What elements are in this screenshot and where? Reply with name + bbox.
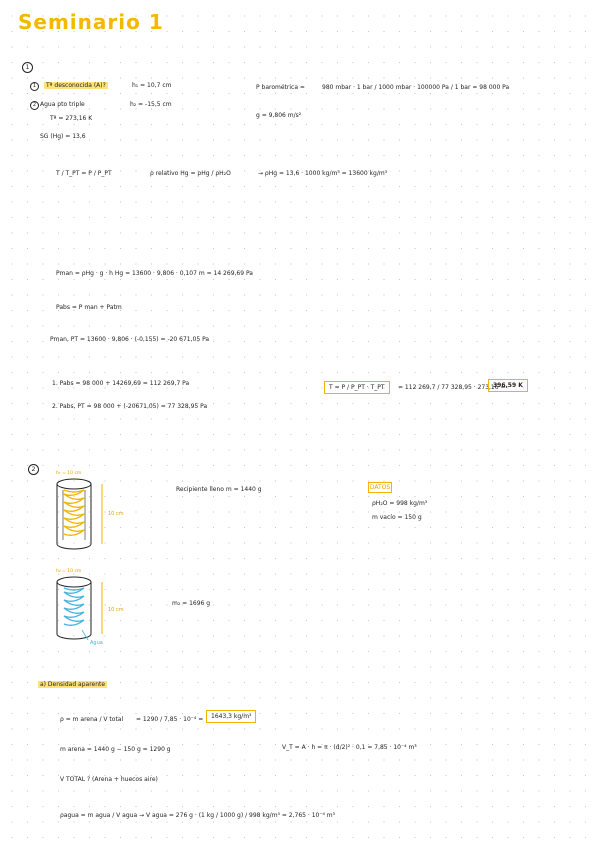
specific-gravity-hg: SG (Hg) = 13,6 xyxy=(40,133,86,140)
figure-1-top-label: h₁ = 10 cm xyxy=(56,471,82,476)
figure-2-top-label: h₂ = 10 cm xyxy=(56,569,82,574)
item-2-number: 2 xyxy=(30,101,39,110)
h2-value: h₂ = -15,5 cm xyxy=(130,101,172,108)
water-label: Agua xyxy=(90,640,103,646)
barometric-pressure-calc: 980 mbar · 1 bar / 1000 mbar · 100000 Pa / 1 bar = 98 000 Pa xyxy=(322,84,510,91)
figure-1-height: 10 cm xyxy=(108,511,124,517)
water-density-data: ρH₂O = 998 kg/m³ xyxy=(372,500,428,507)
water-volume-calc: ρagua = m agua / V agua → V agua = 276 g · (1 kg / 1000 g) / 998 kg/m³ = 2,765 · 10⁻⁴ m³ xyxy=(60,812,336,819)
mercury-density-calc: → ρHg = 13,6 · 1000 kg/m³ = 13600 kg/m³ xyxy=(258,170,388,177)
full-recipient-mass: Recipiente lleno m = 1440 g xyxy=(176,486,262,493)
density-result: 1643,3 kg/m³ xyxy=(206,710,256,723)
section-1-number: 1 xyxy=(22,62,33,73)
page-title: Seminario 1 xyxy=(18,10,164,34)
sand-mass-calc: m arena = 1440 g − 150 g = 1290 g xyxy=(60,746,171,753)
manometric-pressure-triple-point: Pman, PT = 13600 · 9,806 · (-0,155) = -20 671,05 Pa xyxy=(50,336,210,343)
water-triple-point: Agua pto triple xyxy=(40,101,85,108)
unknown-temperature-label: Tª desconocida (A)? xyxy=(46,82,106,89)
mass-with-water: m₂ = 1696 g xyxy=(172,600,211,607)
temperature-formula: T = P / P_PT · T_PT xyxy=(324,381,390,394)
triple-point-temperature: Tª = 273,16 K xyxy=(50,115,93,122)
temperature-pressure-ratio: T / T_PT = P / P_PT xyxy=(56,170,112,177)
barometric-pressure-label: P barométrica = xyxy=(256,84,305,91)
manometric-pressure-calc: Pman = ρHg · g · h Hg = 13600 · 9,806 · 0,107 m = 14 269,69 Pa xyxy=(56,270,253,277)
absolute-pressure-result-2: 2. Pabs, PT = 98 000 + (-20671,05) = 77 328,95 Pa xyxy=(52,403,208,410)
total-volume-question: V TOTAL ? (Arena + huecos aire) xyxy=(60,776,158,783)
total-volume-calc: V_T = A · h = π · (d/2)² · 0,1 = 7,85 · 10⁻⁴ m³ xyxy=(282,744,417,751)
absolute-pressure-def: Pabs = P man + Patm xyxy=(56,304,122,311)
section-2-number: 2 xyxy=(28,464,39,475)
figure-2-height: 10 cm xyxy=(108,607,124,613)
temperature-result: 396,59 K xyxy=(488,379,528,392)
absolute-pressure-result-1: 1. Pabs = 98 000 + 14269,69 = 112 269,7 Pa xyxy=(52,380,190,387)
relative-density-def: ρ relativo Hg = ρHg / ρH₂O xyxy=(150,170,231,177)
data-box-label: DATOS xyxy=(369,484,391,491)
water-cylinder-figure xyxy=(52,574,122,658)
gravity-value: g = 9,806 m/s² xyxy=(256,112,302,119)
density-definition: ρ = m arena / V total xyxy=(60,716,124,723)
density-calculation: = 1290 / 7,85 · 10⁻⁴ = xyxy=(136,716,204,723)
h1-value: h₁ = 10,7 cm xyxy=(132,82,172,89)
apparent-density-heading: a) Densidad aparente xyxy=(40,681,106,688)
item-1-number: 1 xyxy=(30,82,39,91)
empty-mass-data: m vacío = 150 g xyxy=(372,514,422,521)
temperature-calc: = 112 269,7 / 77 328,95 · 273,16 = xyxy=(398,384,506,391)
